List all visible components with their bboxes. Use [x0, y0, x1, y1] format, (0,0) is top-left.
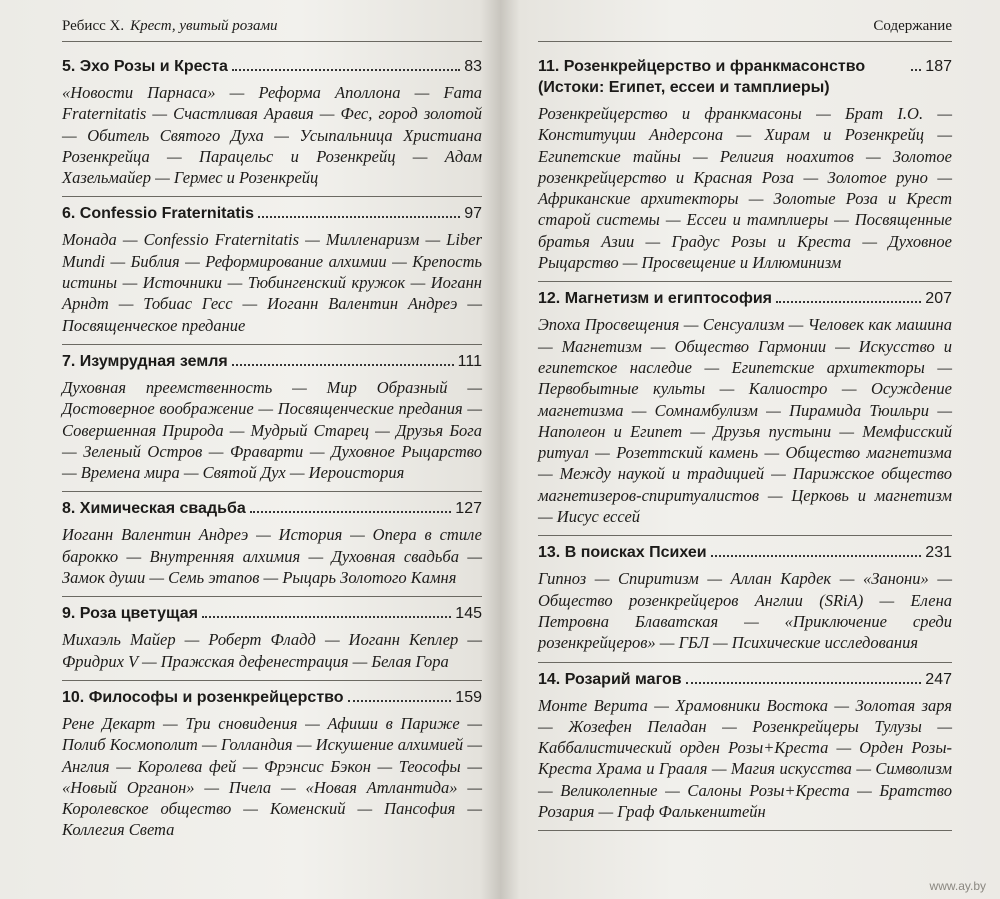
leader-dots: [711, 555, 922, 557]
toc-entry: [62, 492, 482, 597]
chapter-title: 8. Химическая свадьба: [62, 500, 246, 518]
page-number: 159: [455, 688, 482, 706]
chapter-topics: Духовная преемственность — Мир Образный — Достоверное воображение — Посвященческие предания — Совершенная Природа — Мудрый Старец — Друзья Бога — Зеленый Остров — Фраварти — Духовное Рыцарство — Времена мира — Святой Дух — Иероистория: [62, 377, 482, 483]
page-number: 231: [925, 544, 952, 562]
chapter-title: 13. В поисках Психеи: [538, 544, 707, 562]
page-number: 127: [455, 500, 482, 518]
running-head-section: Содержание: [873, 18, 952, 34]
chapter-topics: Гипноз — Спиритизм — Аллан Кардек — «Занони» — Общество розенкрейцеров Англии (SRiA) — Елена Петровна Блаватская — «Приключение среди розенкрейцеров» — ГБЛ — Психические исследования: [538, 569, 952, 653]
chapter-topics: «Новости Парнаса» — Реформа Аполлона — Fama Fraternitatis — Счастливая Аравия — Фес, город золотой — Обитель Святого Духа — Усыпальница Христиана Розенкрейца — Парацельс и Розенкрейц — Адам Хазельмайер — Гермес и Розенкрейц: [62, 83, 482, 188]
page-number: 97: [464, 205, 482, 223]
toc-entry-heading: [538, 542, 952, 563]
toc-entry: [538, 663, 952, 832]
chapter-topics: Монада — Confessio Fraternitatis — Милленаризм — Liber Mundi — Библия — Реформирование алхимии — Крепость истины — Источники — Тюбингенский кружок — Иоганн Арндт — Тобиас Гесс — Иоганн Валентин Андреэ — Посвященческое предание: [62, 230, 482, 335]
running-head-author: Ребисс Х.: [62, 18, 125, 34]
page-number: 111: [457, 352, 482, 370]
leader-dots: [911, 69, 921, 71]
toc-entry-heading: [538, 288, 952, 309]
leader-dots: [232, 69, 460, 71]
chapter-topics: Иоганн Валентин Андреэ — История — Опера в стиле барокко — Внутренняя алхимия — Духовная свадьба — Замок души — Семь этапов — Рыцарь Золотого Камня: [62, 525, 482, 588]
watermark: www.ay.by: [929, 879, 986, 893]
page-number: 207: [925, 290, 952, 308]
toc-entry-heading: [62, 203, 482, 224]
chapter-title: 6. Confessio Fraternitatis: [62, 205, 255, 223]
toc-entry: [62, 197, 482, 344]
toc-entry: [62, 50, 482, 197]
toc-entry-heading: [62, 56, 482, 77]
toc-entry: [62, 345, 482, 492]
chapter-topics: Эпоха Просвещения — Сенсуализм — Человек как машина — Магнетизм — Общество Гармонии — Искусство и египетское наследие — Египетские архитекторы — Первобытные культы — Калиостро — Осуждение магнетизма — Сомнамбулизм — Пирамида Тюильри — Наполеон и Египет — Друзья пустыни — Мемфисский ритуал — Розеттский камень — Общество магнетизма — Между наукой и традицией — Парижское общество магнетизеров-спиритуалистов — Церковь и магнетизм — Иисус ессей: [538, 315, 952, 527]
running-head-left: [62, 0, 482, 42]
toc-entry-heading: [538, 56, 952, 98]
chapter-title: 10. Философы и розенкрейцерство: [62, 688, 344, 706]
chapter-topics: Монте Верита — Храмовники Востока — Золотая заря — Жозефен Пеладан — Розенкрейцеры Тулузы — Каббалистический орден Розы+Креста — Орден Розы-Креста Храма и Грааля — Магия искусства — Символизм — Великолепные — Салоны Розы+Креста — Братство Розария — Граф Фалькенштейн: [538, 695, 952, 822]
running-head-right: [538, 0, 952, 42]
chapter-title: 5. Эхо Розы и Креста: [62, 58, 228, 75]
toc-entry: [538, 282, 952, 536]
chapter-title: 14. Розарий магов: [538, 670, 682, 688]
toc-entry-heading: [62, 498, 482, 519]
toc-entry-heading: [538, 669, 952, 690]
leader-dots: [232, 364, 454, 366]
toc-entry: [62, 681, 482, 849]
leader-dots: [202, 616, 451, 618]
chapter-title: 12. Магнетизм и египтософия: [538, 290, 773, 308]
chapter-title: 7. Изумрудная земля: [62, 352, 228, 370]
chapter-topics: Михаэль Майер — Роберт Фладд — Иоганн Кеплер — Фридрих V — Пражская дефенестрация — Белая Гора: [62, 630, 482, 671]
leader-dots: [686, 682, 922, 684]
leader-dots: [250, 511, 452, 513]
toc-entry-heading: [62, 603, 482, 624]
toc-entry: [62, 597, 482, 681]
page-number: 145: [455, 605, 482, 623]
chapter-title: 9. Роза цветущая: [62, 605, 198, 623]
right-page: [500, 0, 1000, 899]
toc-entry: [538, 50, 952, 282]
leader-dots: [258, 216, 460, 218]
toc-entry: [538, 536, 952, 662]
chapter-topics: Розенкрейцерство и франкмасоны — Брат I.O. — Конституции Андерсона — Хирам и Розенкрейц — Египетские тайны — Религия ноахитов — Золотое розенкрейцерство и Красная Роза — Золотое руно — Африканские архитекторы — Золотые Роза и Крест старой системы — Ессеи и тамплиеры — Посвященные братья Азии — Градус Розы и Креста — Духовное Рыцарство — Просвещение и Иллюминизм: [538, 104, 952, 273]
leader-dots: [776, 301, 921, 303]
chapter-title: 11. Розенкрейцерство и франкмасонство (Истоки: Египет, ессеи и тамплиеры): [538, 58, 866, 96]
running-head-book-title: Крест, увитый розами: [130, 18, 278, 34]
page-number: 247: [925, 670, 952, 688]
chapter-topics: Рене Декарт — Три сновидения — Афиши в Париже — Полиб Космополит — Голландия — Искушение алхимией — Англия — Королева фей — Фрэнсис Бэкон — Теософы — «Новый Органон» — Пчела — «Новая Атлантида» — Королевское общество — Коменский — Пансофия — Коллегия Света: [62, 713, 482, 840]
toc-entry-heading: [62, 351, 482, 372]
leader-dots: [348, 700, 452, 702]
page-number: 83: [464, 58, 482, 75]
toc-entry-heading: [62, 687, 482, 708]
page-number: 187: [925, 58, 952, 75]
